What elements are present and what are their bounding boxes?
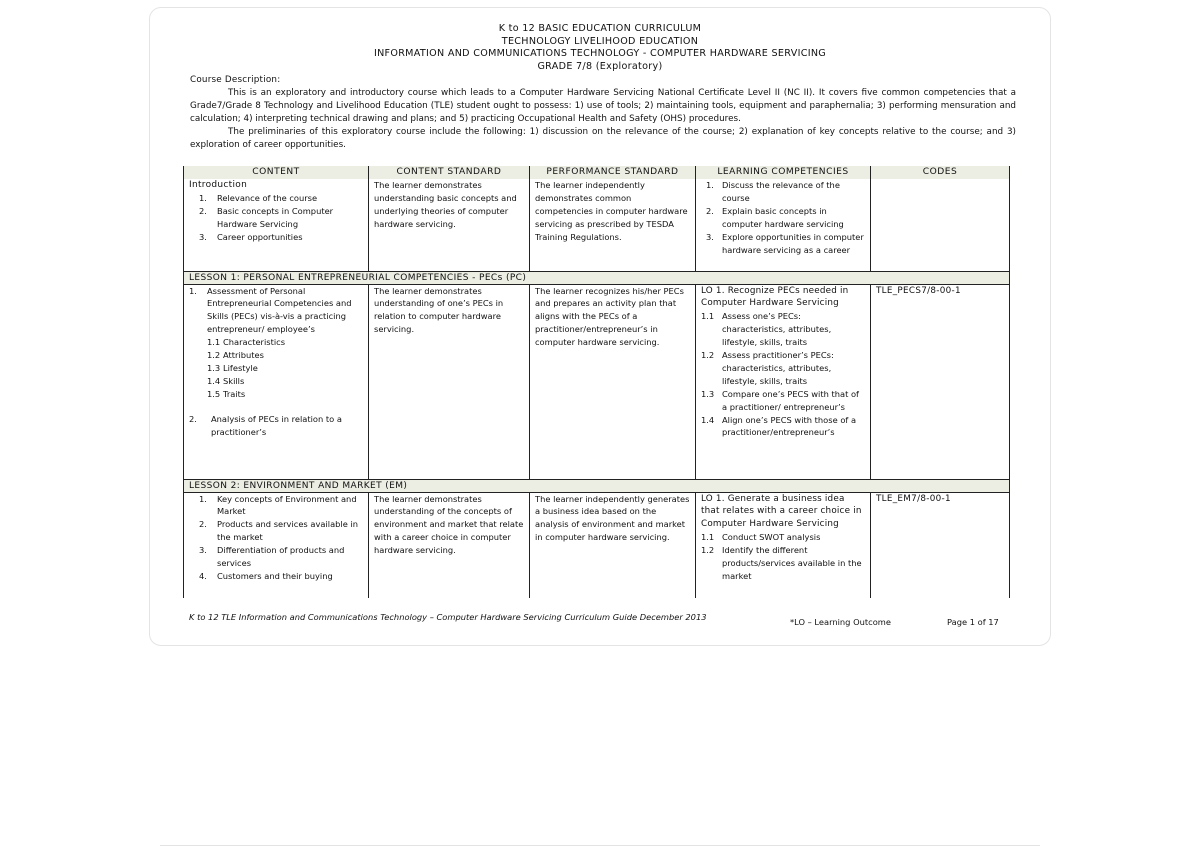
lesson-1-performance-standard: The learner recognizes his/her PECs and prepares an activity plan that aligns with the PECs of a practitioner/entrepreneur’s in computer hardware servicing.: [530, 284, 696, 479]
lesson-2-title: LESSON 2: ENVIRONMENT AND MARKET (EM): [184, 479, 1010, 492]
list-item: 2. Basic concepts in Computer Hardware Servicing: [199, 205, 334, 229]
list-item: 1.3 Compare one’s PECS with that of a practitioner/ entrepreneur’s: [701, 388, 859, 412]
lesson-2-competencies-cell: [696, 492, 871, 598]
next-page-edge: [160, 845, 1040, 846]
header-learning-competencies: LEARNING COMPETENCIES: [696, 166, 871, 179]
table-row-lesson-1: [184, 284, 1010, 479]
lesson-1-competencies-cell: [696, 284, 871, 479]
sub-item: 1.4 Skills: [207, 375, 245, 386]
lesson-1-content-standard: The learner demonstrates understanding of one’s PECs in relation to computer hardware servicing.: [369, 284, 530, 479]
header-line-4: GRADE 7/8 (Exploratory): [537, 60, 663, 72]
lesson-2-performance-standard: The learner independently generates a business idea based on the analysis of environment and market in computer hardware servicing.: [530, 492, 696, 598]
course-description-paragraph-1: This is an exploratory and introductory course which leads to a Computer Hardware Servicing National Certificate Level II (NC II). It covers five common competencies that a Grade7/Grade 8 Technology and Livelihood Education (TLE) student ought to possess: 1) use of tools; 2) maintaining tools, equipment and paraphernalia; 3) performing mensuration and calculation; 4) interpreting technical drawing and plans; and 5) practicing Occupational Health and Safety (OHS) procedures.: [190, 87, 1016, 124]
table-row-introduction: [184, 179, 1010, 271]
lesson-1-title: LESSON 1: PERSONAL ENTREPRENEURIAL COMPETENCIES - PECs (PC): [184, 271, 1010, 284]
footer-page-number: Page 1 of 17: [947, 617, 999, 627]
lesson-2-lo-title: LO 1. Generate a business idea that relates with a career choice in Computer Hardware Servicing: [701, 493, 862, 530]
course-description-paragraph-2: The preliminaries of this exploratory course include the following: 1) discussion on the relevance of the course; 2) explanation of key concepts relative to the course; and 3) exploration of career opportunities.: [190, 126, 1016, 150]
sub-item: 1.5 Traits: [207, 388, 246, 399]
document-page: [149, 7, 1051, 646]
header-performance-standard: PERFORMANCE STANDARD: [530, 166, 696, 179]
list-item: 4. Customers and their buying: [199, 570, 333, 581]
sub-item: 1.1 Characteristics: [207, 337, 286, 348]
list-item: 2. Products and services available in the market: [199, 519, 359, 543]
footer-guide-title: K to 12 TLE Information and Communications Technology – Computer Hardware Servicing Curriculum Guide December 2013: [189, 612, 707, 622]
sub-item: 1.2 Attributes: [207, 350, 264, 361]
lesson-2-content-cell: [184, 492, 369, 598]
table-row-lesson-2: [184, 492, 1010, 598]
intro-competencies-cell: [696, 179, 871, 271]
header-content: CONTENT: [184, 166, 369, 179]
list-item: 3. Explore opportunities in computer hardware servicing as a career: [706, 231, 864, 255]
intro-performance-standard: The learner independently demonstrates common competencies in computer hardware servicing as prescribed by TESDA Training Regulations.: [530, 179, 696, 271]
table-header-row: [184, 166, 1010, 179]
list-item: 3. Career opportunities: [199, 231, 303, 242]
intro-code: [871, 179, 1010, 271]
list-item: 2. Explain basic concepts in computer hardware servicing: [706, 205, 844, 229]
header-codes: CODES: [871, 166, 1010, 179]
lesson-1-heading-row: [184, 271, 1010, 284]
lesson-2-content-standard: The learner demonstrates understanding of the concepts of environment and market that relate with a career choice in computer hardware servicing.: [369, 492, 530, 598]
document-header: [150, 23, 1050, 73]
course-description: [190, 74, 1016, 151]
list-item: 1.4 Align one’s PECS with those of a practitioner/entrepreneur’s: [701, 414, 857, 438]
intro-content-standard: The learner demonstrates understanding basic concepts and underlying theories of computer hardware servicing.: [369, 179, 530, 271]
list-item: 1. Key concepts of Environment and Market: [199, 493, 357, 517]
list-item: 1.1 Assess one’s PECs: characteristics, attributes, lifestyle, skills, traits: [701, 311, 832, 348]
list-item: 1. Assessment of Personal Entrepreneurial Competencies and Skills (PECs) vis-à-vis a practicing entrepreneur/ employee’s: [189, 285, 352, 335]
list-item: 1.2 Assess practitioner’s PECs: characteristics, attributes, lifestyle, skills, traits: [701, 350, 834, 386]
intro-content-cell: [184, 179, 369, 271]
sub-list: [189, 336, 363, 401]
list-item: 1. Relevance of the course: [199, 192, 318, 203]
lesson-2-heading-row: [184, 479, 1010, 492]
list-item: 1.2 Identify the different products/services available in the market: [701, 545, 862, 581]
intro-title: Introduction: [189, 180, 248, 190]
lesson-2-code: TLE_EM7/8-00-1: [871, 492, 1010, 598]
list-item: 3. Differentiation of products and services: [199, 545, 345, 569]
header-line-2: TECHNOLOGY LIVELIHOOD EDUCATION: [501, 35, 699, 47]
curriculum-table: [183, 166, 1010, 598]
list-item: 1.1 Conduct SWOT analysis: [701, 532, 821, 543]
sub-item: 1.3 Lifestyle: [207, 362, 258, 373]
footer-lo-note: *LO – Learning Outcome: [790, 617, 891, 627]
header-content-standard: CONTENT STANDARD: [369, 166, 530, 179]
lesson-1-content-cell: [184, 284, 369, 479]
header-line-1: K to 12 BASIC EDUCATION CURRICULUM: [498, 23, 702, 34]
course-description-label: Course Description:: [190, 75, 281, 85]
lesson-1-code: TLE_PECS7/8-00-1: [871, 284, 1010, 479]
list-item: 1. Discuss the relevance of the course: [706, 180, 840, 203]
header-line-3: INFORMATION AND COMMUNICATIONS TECHNOLOGY - COMPUTER HARDWARE SERVICING: [373, 48, 827, 59]
lesson-1-lo-title: LO 1. Recognize PECs needed in Computer Hardware Servicing: [701, 285, 849, 309]
list-item: 2. Analysis of PECs in relation to a practitioner’s: [189, 413, 342, 437]
